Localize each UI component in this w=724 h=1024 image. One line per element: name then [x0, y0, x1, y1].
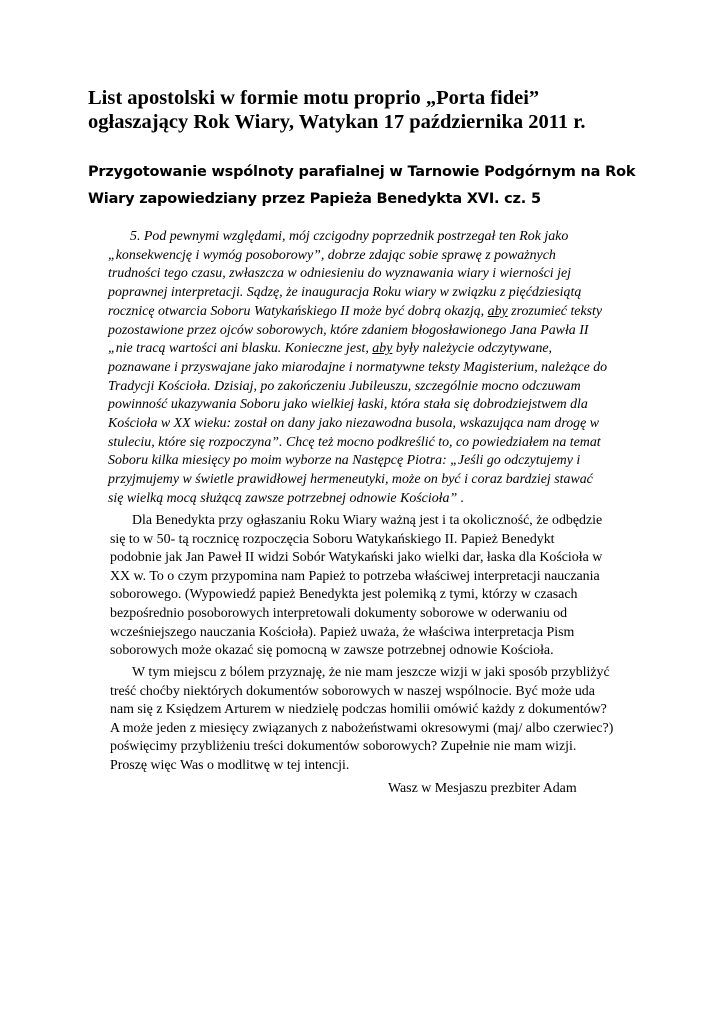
- quote-line: [108, 340, 638, 359]
- paragraph-line: A może jeden z miesięcy związanych z nabożeństwami okresowymi (maj/ albo czerwiec?): [110, 720, 614, 736]
- quote-line: 5. Pod pewnymi względami, mój czcigodny poprzednik postrzegał ten Rok jako: [130, 229, 569, 244]
- quote-line: [108, 303, 638, 322]
- quote-line: poznawane i przyswajane jako miarodajne i normatywne teksty Magisterium, należące do: [108, 359, 608, 375]
- paragraph-line: Proszę więc Was o modlitwę w tej intencji.: [110, 757, 350, 773]
- signature: Wasz w Mesjaszu prezbiter Adam: [388, 781, 577, 796]
- paragraph-line: się to w 50- tą rocznicę rozpoczęcia Soboru Watykańskiego II. Papież Benedykt: [110, 531, 555, 547]
- body-paragraph: [110, 664, 650, 776]
- quote-text: rocznicę otwarcia Soboru Watykańskiego II może być dobrą okazją,: [108, 303, 488, 319]
- quote-line: się wielką mocą służącą zawsze potrzebnej odnowie Kościoła” .: [108, 490, 465, 506]
- quoted-passage: [108, 228, 638, 509]
- quote-line: „konsekwencję i wymóg posoborowy”, dobrze zdając sobie sprawę z poważnych: [108, 247, 556, 263]
- title-line: ogłaszający Rok Wiary, Watykan 17 października 2011 r.: [88, 111, 586, 133]
- quote-line: Kościoła w XX wieku: został on dany jako niezawodna busola, wskazująca nam drogę w: [108, 416, 600, 432]
- paragraph-line: poświęcimy przybliżeniu treści dokumentów soborowych? Zupełnie nie mam wizji.: [110, 739, 577, 755]
- quote-text: „nie tracą wartości ani blasku. Konieczne jest,: [108, 341, 373, 357]
- underlined-word: aby: [487, 303, 508, 319]
- quote-line: trudności tego czasu, zwłaszcza w odniesieniu do wyznawania wiary i wierności jej: [108, 266, 572, 282]
- subtitle-line: Wiary zapowiedziany przez Papieża Benedykta XVI. cz. 5: [88, 191, 541, 207]
- quote-line: poprawnej interpretacji. Sądzę, że inauguracja Roku wiary w związku z pięćdziesiątą: [108, 285, 582, 301]
- paragraph-line: W tym miejscu z bólem przyznaję, że nie mam jeszcze wizji w jaki sposób przybliżyć: [132, 665, 610, 680]
- paragraph-line: XX w. To o czym przypomina nam Papież to potrzeba właściwej interpretacji nauczania: [110, 568, 600, 584]
- quote-line: stuleciu, które się rozpoczyna”. Chcę też mocno podkreślić to, co powiedziałem na temat: [108, 434, 601, 450]
- paragraph-line: treść choćby niektórych dokumentów soborowych w naszej wspólnocie. Być może uda: [110, 683, 595, 699]
- paragraph-line: nam się z Księdzem Arturem w niedzielę podczas homilii omówić każdy z dokumentów?: [110, 702, 607, 718]
- quote-text: zrozumieć teksty: [507, 303, 603, 319]
- paragraph-line: podobnie jak Jan Paweł II widzi Sobór Watykański jako wielki dar, łaska dla Kościoła w: [110, 550, 603, 566]
- quote-line: przyjmujemy w świetle prawidłowej hermeneutyki, może on być i coraz bardziej stawać: [108, 472, 593, 488]
- document-title: [88, 86, 648, 134]
- quote-line: pozostawione przez ojców soborowych, które zdaniem błogosławionego Jana Pawła II: [108, 322, 589, 338]
- underlined-word: aby: [372, 341, 393, 357]
- title-line: List apostolski w formie motu proprio „Porta fidei”: [88, 87, 540, 109]
- paragraph-line: wcześniejszego nauczania Kościoła). Papież uważa, że właściwa interpretacja Pism: [110, 624, 575, 640]
- paragraph-line: Dla Benedykta przy ogłaszaniu Roku Wiary ważną jest i ta okoliczność, że odbędzie: [132, 513, 603, 528]
- subtitle-line: Przygotowanie wspólnoty parafialnej w Tarnowie Podgórnym na Rok: [88, 164, 636, 180]
- quote-line: Tradycji Kościoła. Dzisiaj, po zakończeniu Jubileuszu, szczególnie mocno odczuwam: [108, 378, 581, 394]
- paragraph-line: soborowego. (Wypowiedź papież Benedykta jest polemiką z tymi, którzy w czasach: [110, 587, 578, 603]
- paragraph-line: soborowych może okazać się pomocną w zawsze potrzebnej odnowie Kościoła.: [110, 643, 554, 659]
- quote-line: Soboru kilka miesięcy po moim wyborze na Następcę Piotra: „Jeśli go odczytujemy i: [108, 453, 581, 469]
- body-paragraph: [110, 512, 650, 661]
- quote-text: były należycie odczytywane,: [392, 341, 553, 357]
- paragraph-line: bezpośrednio posoborowych interpretowali dokumenty soborowe w oderwaniu od: [110, 605, 568, 621]
- document-subtitle: [88, 159, 648, 213]
- quote-line: powinność ukazywania Soboru jako wielkiej łaski, która stała się dobrodziejstwem dla: [108, 397, 588, 413]
